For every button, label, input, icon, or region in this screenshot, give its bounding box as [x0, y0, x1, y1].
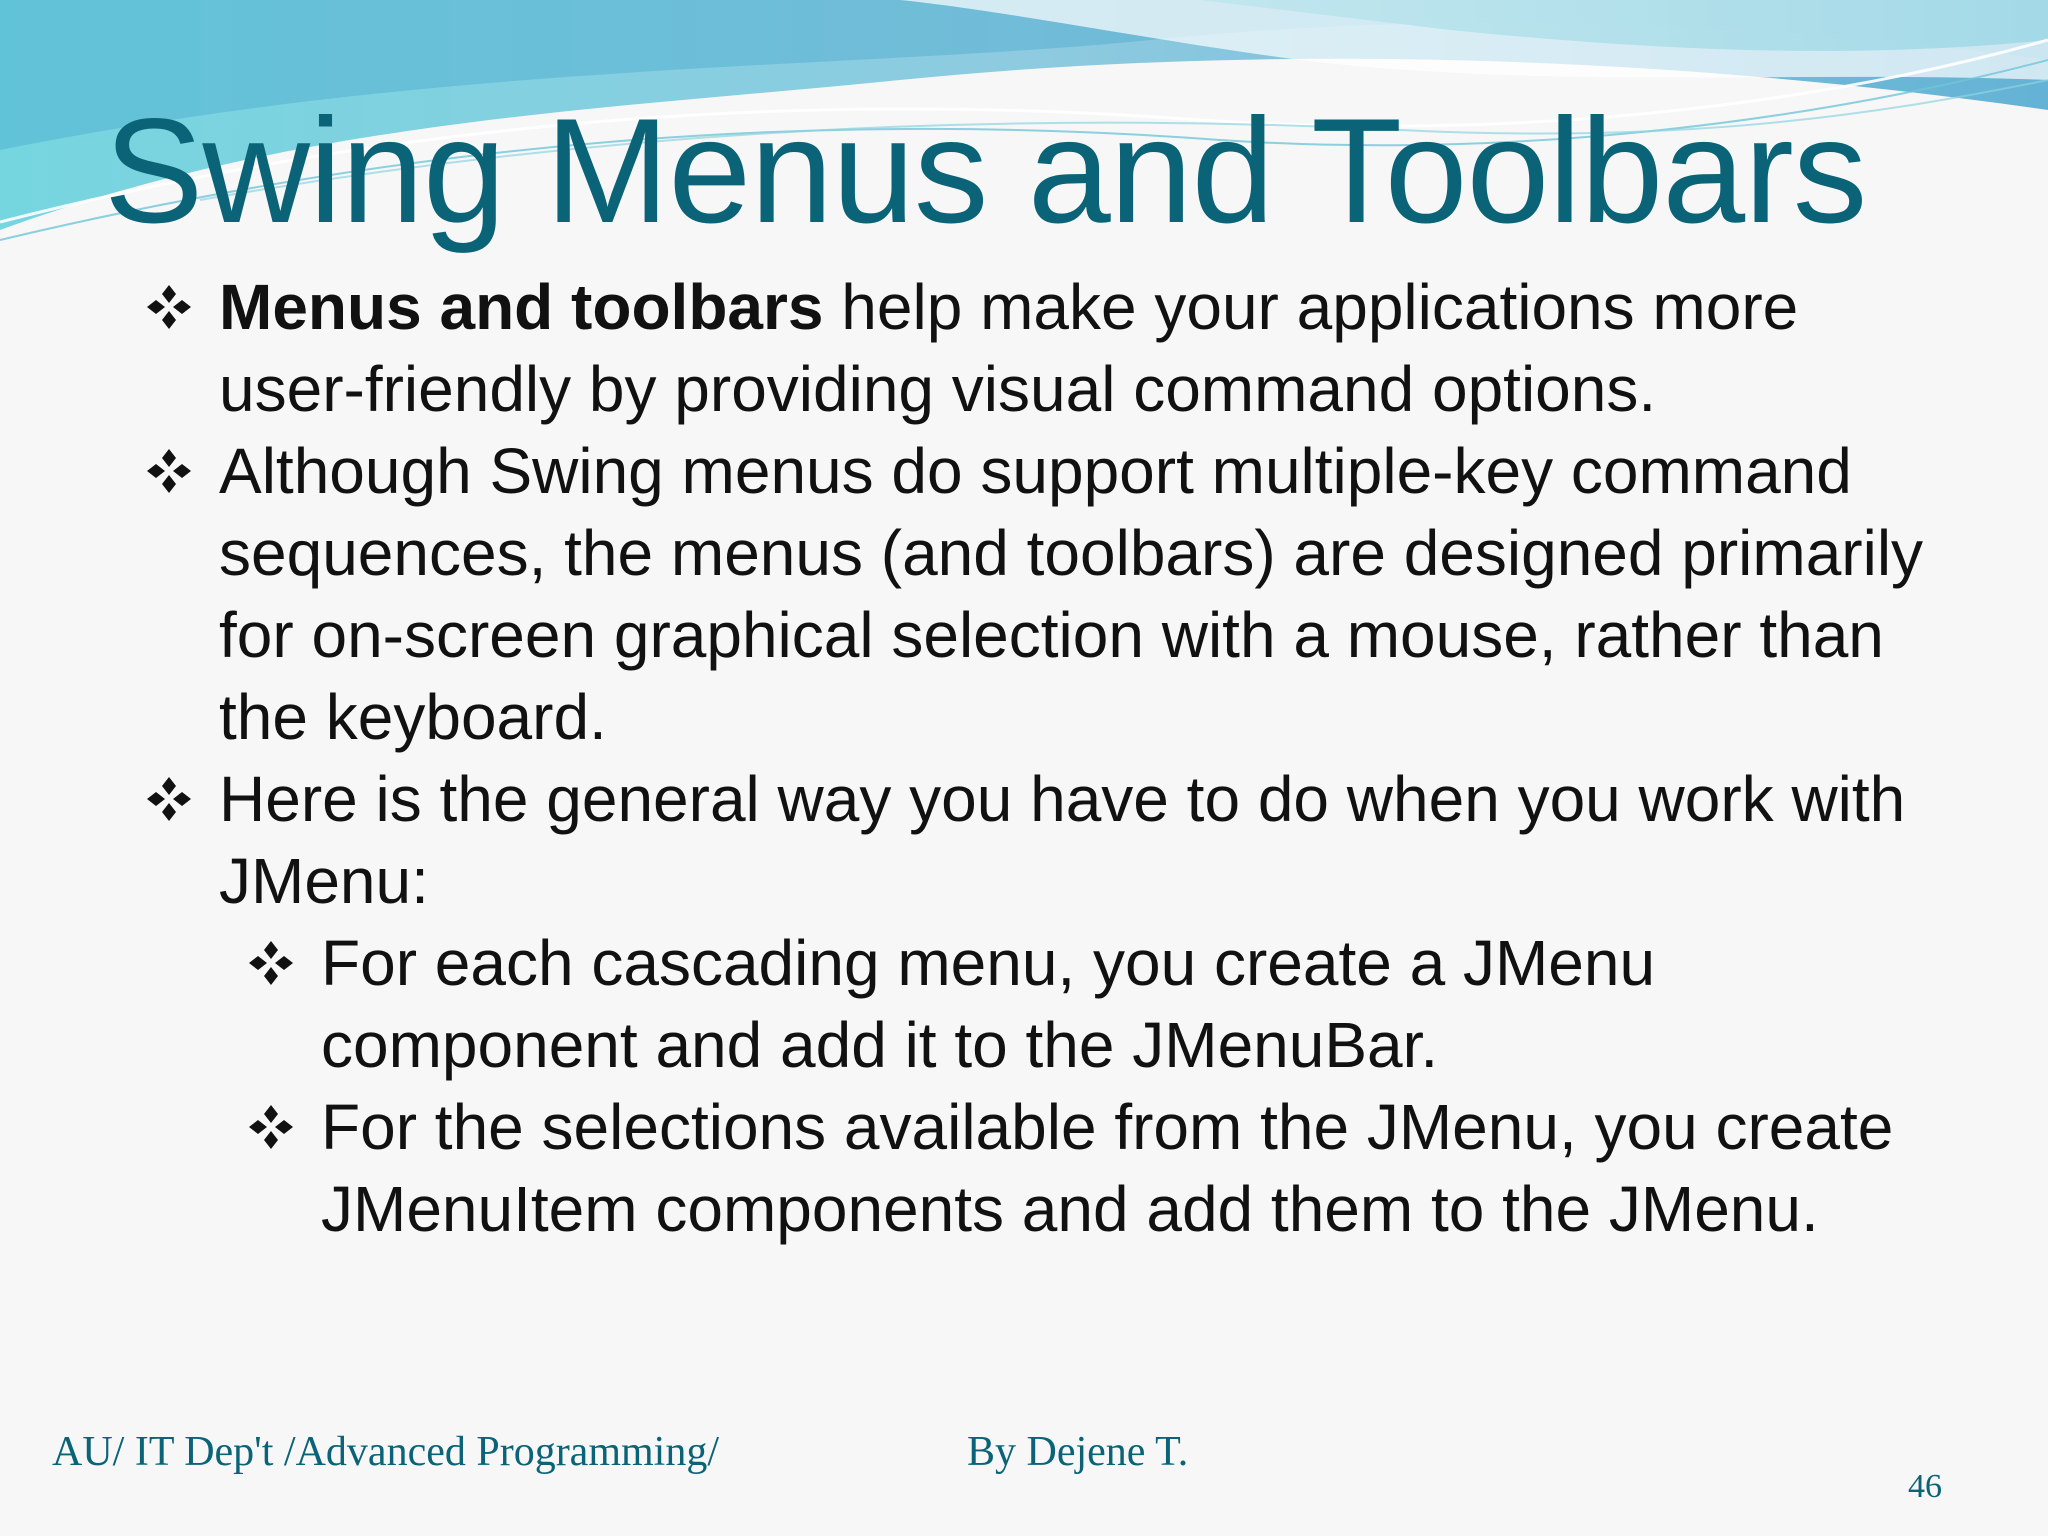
four-diamond-bullet-icon [145, 758, 197, 840]
four-diamond-bullet-icon [247, 922, 299, 1004]
footer-course: AU/ IT Dep't /Advanced Programming/ [52, 1429, 719, 1475]
sub-bullet-item [247, 1086, 1945, 1250]
bullet-text: Here is the general way you have to do when you work with JMenu: [219, 763, 1906, 917]
sub-bullet-text: For the selections available from the JMenu, you create JMenuItem components and add them to the JMenu. [321, 1091, 1894, 1245]
footer-author: By Dejene T. [967, 1429, 1189, 1475]
four-diamond-bullet-icon [247, 1086, 299, 1168]
bullet-list [145, 266, 1945, 1250]
bullet-text: help make your applications more user-friendly by providing visual command options. [219, 271, 1799, 425]
bullet-item [145, 758, 1945, 922]
page-number: 46 [1908, 1468, 1942, 1505]
slide-title: Swing Menus and Toolbars [104, 87, 1867, 254]
bullet-text: Although Swing menus do support multiple-key command sequences, the menus (and toolbars) are designed primarily for on-screen graphical selection with a mouse, rather than the keyboard. [219, 435, 1924, 753]
bullet-bold-text: Menus and toolbars [219, 271, 824, 343]
four-diamond-bullet-icon [145, 430, 197, 512]
four-diamond-bullet-icon [145, 266, 197, 348]
sub-bullet-text: For each cascading menu, you create a JMenu component and add it to the JMenuBar. [321, 927, 1656, 1081]
sub-bullet-item [247, 922, 1945, 1086]
bullet-item [145, 430, 1945, 758]
bullet-item [145, 266, 1945, 430]
